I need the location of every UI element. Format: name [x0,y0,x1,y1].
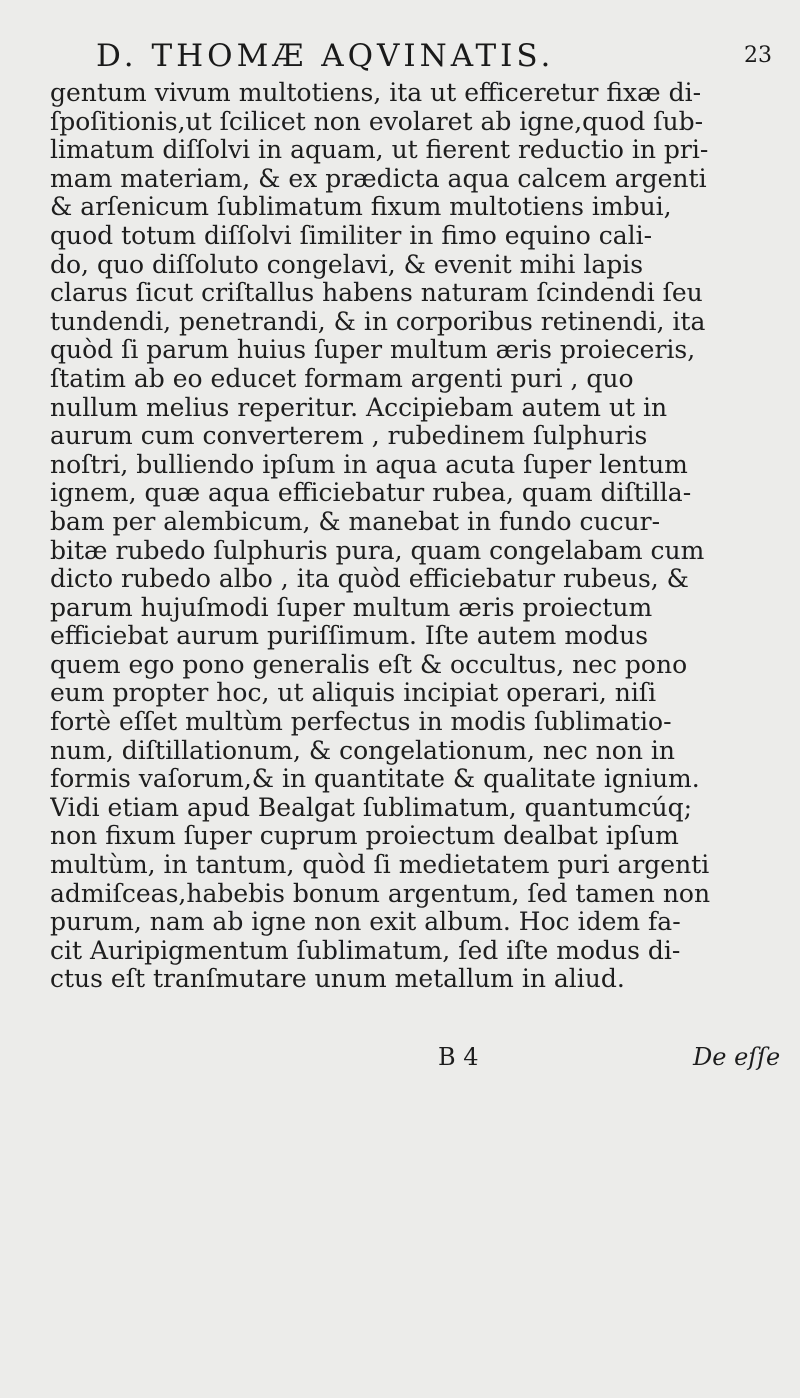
text-line: cit Auripigmentum ſublimatum, ſed iſte modus di- [50,936,681,965]
text-line: Vidi etiam apud Bealgat ſublimatum, quantumcúq; [50,793,693,822]
text-line: aurum cum converterem , rubedinem ſulphuris [50,422,648,451]
text-line: limatum diſſolvi in aquam, ut fierent reductio in pri- [50,136,709,165]
body-text [50,79,780,994]
text-line: ignem, quæ aqua efficiebatur rubea, quam diſtilla- [50,479,692,508]
text-line: mam materiam, & ex prædicta aqua calcem argenti [50,164,707,193]
text-line: & arſenicum ſublimatum fixum multotiens imbui, [50,193,672,222]
text-line: dicto rubedo albo , ita quòd efficiebatur rubeus, & [50,565,689,594]
text-line: eum propter hoc, ut aliquis incipiat operari, niſi [50,679,657,708]
text-line: formis vaſorum,& in quantitate & qualitate ignium. [50,765,700,794]
text-line: efficiebat aurum puriſſimum. Iſte autem modus [50,622,649,651]
text-line: ctus eſt tranſmutare unum metallum in aliud. [50,965,625,994]
text-line: bam per alembicum, & manebat in fundo cucur- [50,507,661,536]
text-line: quod totum diſſolvi ſimiliter in fimo equino cali- [50,221,653,250]
text-line: bitæ rubedo ſulphuris pura, quam congelabam cum [50,536,705,565]
text-line: gentum vivum multotiens, ita ut efficeretur fixæ di- [50,79,702,107]
text-line: quem ego pono generalis eſt & occultus, nec pono [50,650,688,679]
text-line: clarus ſicut criſtallus habens naturam ſcindendi ſeu [50,279,703,308]
catchword: De eſſe [693,1043,781,1071]
text-line: nullum melius reperitur. Accipiebam autem ut in [50,393,668,422]
signature-mark: B 4 [438,1043,479,1071]
text-line: parum hujuſmodi ſuper multum æris proiectum [50,593,653,622]
text-line: tundendi, penetrandi, & in corporibus retinendi, ita [50,307,706,336]
text-line: admiſceas,habebis bonum argentum, ſed tamen non [50,879,711,908]
text-line: fortè eſſet multùm perfectus in modis ſublimatio- [50,708,672,737]
text-line: purum, nam ab igne non exit album. Hoc idem fa- [50,908,681,937]
text-line: ſpoſitionis,ut ſcilicet non evolaret ab igne,quod ſub- [50,107,704,136]
text-line: noſtri, bulliendo ipſum in aqua acuta ſuper lentum [50,450,688,479]
running-head: D. THOMÆ AQVINATIS. [96,38,555,74]
text-line: non fixum ſuper cuprum proiectum dealbat ipſum [50,822,679,851]
page-footer [0,1043,800,1075]
text-line: num, diſtillationum, & congelationum, nec non in [50,736,675,765]
page-number: 23 [744,43,772,68]
text-line: multùm, in tantum, quòd ſi medietatem puri argenti [50,851,710,880]
text-line: quòd ſi parum huius ſuper multum æris proieceris, [50,336,696,365]
text-line: ſtatim ab eo educet formam argenti puri , quo [50,364,634,393]
text-line: do, quo diſſoluto congelavi, & evenit mihi lapis [50,250,644,279]
